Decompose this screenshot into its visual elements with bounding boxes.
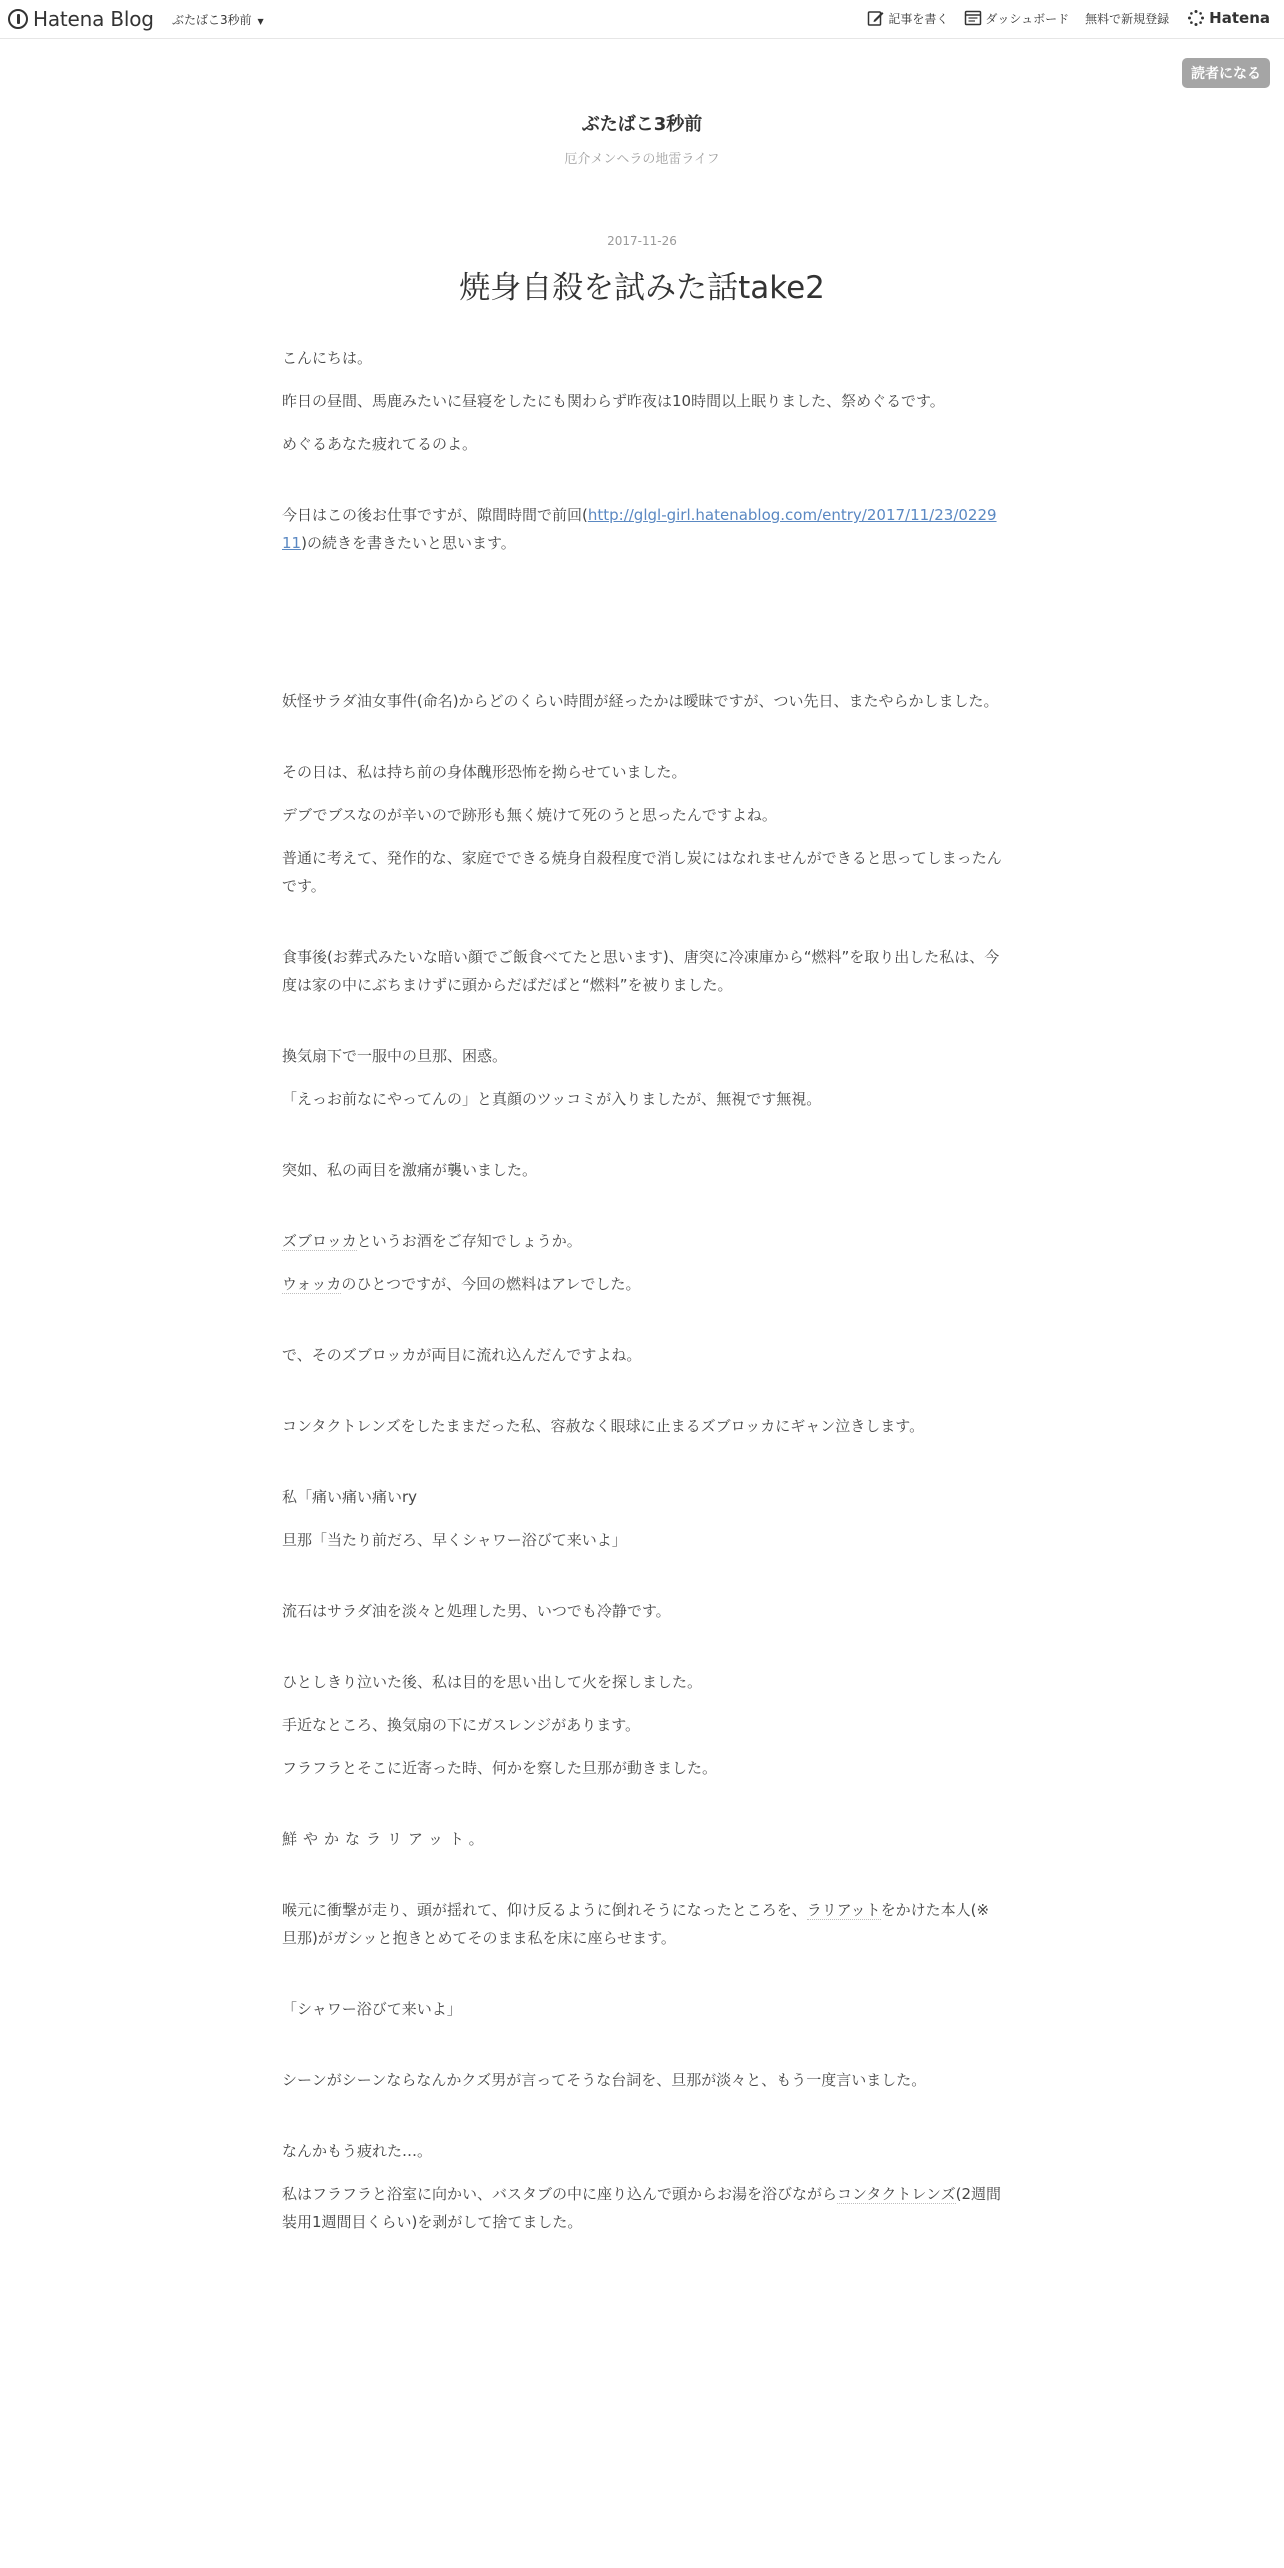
paragraph (282, 1270, 1004, 1298)
paragraph: デブでブスなのが辛いので跡形も無く焼けて死のうと思ったんですよね。 (282, 806, 777, 824)
write-post-label: 記事を書く (888, 11, 949, 26)
paragraph: 私「痛い痛い痛いry (282, 1488, 418, 1506)
blog-switcher[interactable] (172, 11, 264, 28)
paragraph: なんかもう疲れた…。 (282, 2142, 433, 2160)
paragraph: 食事後(お葬式みたいな暗い顔でご飯食べてたと思います)、唐突に冷凍庫から“燃料”を取り出した私は、今度は家の中にぶちまけずに頭からだばだばと“燃料”を被りました。 (282, 948, 1000, 994)
blog-description: 厄介メンヘラの地雷ライフ (564, 152, 720, 167)
paragraph: ひとしきり泣いた後、私は目的を思い出して火を探しました。 (282, 1673, 703, 1691)
subscribe-button[interactable]: 読者になる (1182, 58, 1270, 88)
paragraph: 換気扇下で一服中の旦那、困惑。 (282, 1047, 508, 1065)
keyword-link[interactable]: コンタクトレンズ (837, 2185, 956, 2203)
pencil-edit-icon (867, 9, 885, 27)
logo-text: Hatena Blog (33, 7, 154, 31)
dashboard-label: ダッシュボード (985, 11, 1070, 26)
paragraph (282, 2180, 1004, 2236)
spacer (282, 1199, 1004, 1227)
spacer (282, 473, 1004, 501)
paragraph: 鮮やかなラリアット。 (282, 1830, 490, 1848)
dashboard-icon (964, 9, 982, 27)
paragraph: 「えっお前なにやってんの」と真顔のツッコミが入りましたが、無視です無視。 (282, 1090, 822, 1108)
spacer (282, 1868, 1004, 1896)
topbar-actions (851, 9, 1270, 27)
entry-content (282, 344, 1004, 2251)
spacer (282, 1384, 1004, 1412)
spacer (282, 572, 1004, 687)
spacer (282, 1128, 1004, 1156)
spacer (282, 730, 1004, 758)
paragraph: こんにちは。 (282, 349, 373, 367)
hatena-blog-logo-icon (8, 9, 28, 29)
spacer (282, 1569, 1004, 1597)
keyword-link[interactable]: ウォッカ (282, 1275, 342, 1293)
spacer (282, 1455, 1004, 1483)
keyword-link[interactable]: ラリアット (806, 1901, 881, 1919)
paragraph: で、そのズブロッカが両目に流れ込んだんですよね。 (282, 1346, 642, 1364)
paragraph-text: をかけた本人(※旦那)がガシッと抱きとめてそのまま私を床に座らせます。 (282, 1901, 990, 1947)
paragraph: コンタクトレンズをしたままだった私、容赦なく眼球に止まるズブロッカにギャン泣きします。 (282, 1417, 925, 1435)
hatena-account-menu[interactable] (1187, 9, 1270, 27)
spacer (282, 2038, 1004, 2066)
paragraph: 昨日の昼間、馬鹿みたいに昼寝をしたにも関わらず昨夜は10時間以上眠りました、祭めぐるです。 (282, 392, 945, 410)
paragraph: 妖怪サラダ油女事件(命名)からどのくらい時間が経ったかは曖昧ですが、つい先日、またやらかしました。 (282, 692, 999, 710)
spacer (282, 1313, 1004, 1341)
paragraph (282, 1896, 1004, 1952)
previous-entry-link[interactable]: http://glgl-girl.hatenablog.com/entry/2017/11/23/022911 (282, 506, 997, 552)
hatena-dots-icon (1187, 9, 1205, 27)
hatena-label: Hatena (1209, 9, 1270, 27)
spacer (282, 915, 1004, 943)
paragraph-text: 私はフラフラと浴室に向かい、バスタブの中に座り込んで頭からお湯を浴びながら (282, 2185, 838, 2203)
caret-down-icon: ▼ (257, 17, 264, 26)
paragraph-text: (2週間装用1週間目くらい)を剥がして捨てました。 (282, 2185, 1001, 2231)
paragraph: 旦那「当たり前だろ、早くシャワー浴びて来いよ」 (282, 1531, 627, 1549)
paragraph-text: のひとつですが、今回の燃料はアレでした。 (341, 1275, 641, 1293)
paragraph-text: 今日はこの後お仕事ですが、隙間時間で前回( (282, 506, 588, 524)
signup-link[interactable] (1085, 10, 1169, 27)
paragraph: その日は、私は持ち前の身体醜形恐怖を拗らせていました。 (282, 763, 687, 781)
paragraph (282, 501, 1004, 557)
dashboard-link[interactable] (964, 9, 1069, 27)
paragraph: 突如、私の両目を激痛が襲いました。 (282, 1161, 538, 1179)
paragraph-text: )の続きを書きたいと思います。 (301, 534, 516, 552)
paragraph: 手近なところ、換気扇の下にガスレンジがあります。 (282, 1716, 641, 1734)
entry-date[interactable]: 2017-11-26 (607, 234, 677, 248)
spacer (282, 1967, 1004, 1995)
spacer (282, 1640, 1004, 1668)
keyword-link[interactable]: ズブロッカ (282, 1232, 357, 1250)
paragraph: めぐるあなた疲れてるのよ。 (282, 435, 478, 453)
hatena-blog-logo[interactable] (8, 6, 154, 32)
entry-title[interactable]: 焼身自殺を試みた話take2 (459, 270, 825, 306)
spacer (282, 1014, 1004, 1042)
paragraph (282, 1227, 1004, 1255)
blog-switcher-label: ぶたばこ3秒前 (172, 13, 252, 27)
paragraph: シーンがシーンならなんかクズ男が言ってそうな台詞を、旦那が淡々と、もう一度言いました。 (282, 2071, 927, 2089)
paragraph-text: というお酒をご存知でしょうか。 (356, 1232, 582, 1250)
blog-title[interactable]: ぶたばこ3秒前 (581, 114, 703, 135)
paragraph: 流石はサラダ油を淡々と処理した男、いつでも冷静です。 (282, 1602, 671, 1620)
paragraph-text: 喉元に衝撃が走り、頭が揺れて、仰け反るように倒れそうになったところを、 (282, 1901, 807, 1919)
spacer (282, 2109, 1004, 2137)
paragraph: フラフラとそこに近寄った時、何かを察した旦那が動きました。 (282, 1759, 718, 1777)
top-navigation-bar (0, 0, 1284, 39)
paragraph: 普通に考えて、発作的な、家庭でできる焼身自殺程度で消し炭にはなれませんができると思ってしまったんです。 (282, 849, 1002, 895)
signup-label: 無料で新規登録 (1085, 11, 1170, 26)
paragraph: 「シャワー浴びて来いよ」 (282, 2000, 462, 2018)
write-post-link[interactable] (867, 9, 948, 27)
spacer (282, 1797, 1004, 1825)
